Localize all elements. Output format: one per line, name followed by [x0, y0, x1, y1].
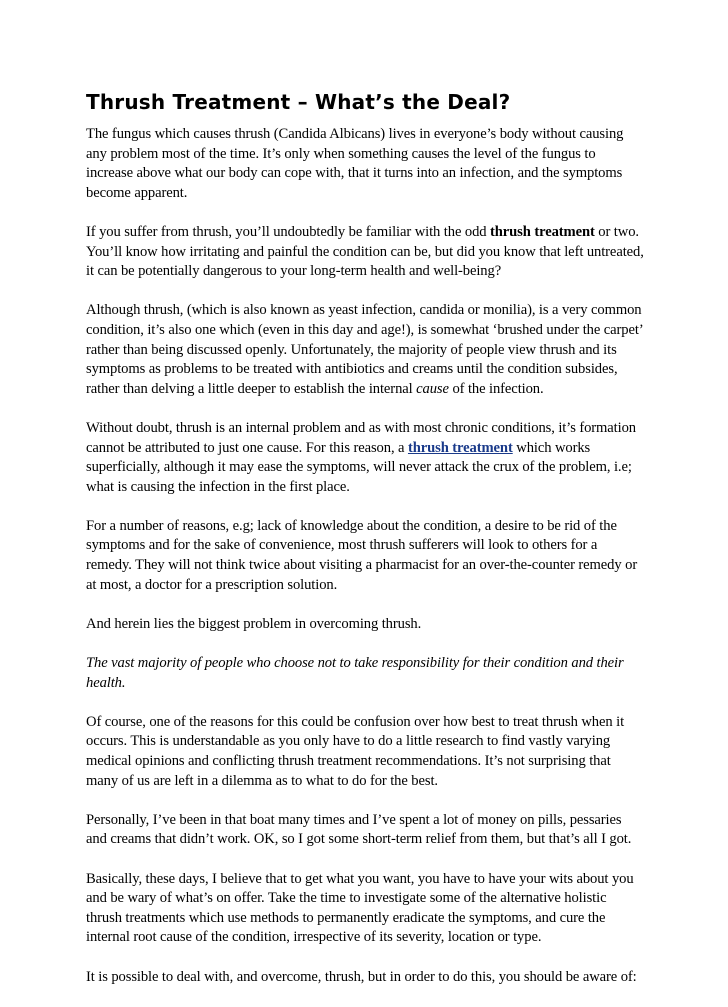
text-segment: cannot be attributed to just one cause. For this reason, a [86, 439, 408, 456]
paragraph-2 [86, 223, 646, 282]
text-line: internal root cause of the condition, irrespective of its severity, location or type. [86, 929, 542, 946]
text-line: any problem most of the time. It’s only when something causes the level of the fungus to [86, 145, 596, 162]
text-line: increase above what our body can cope with, that it turns into an infection, and the symptoms [86, 165, 623, 182]
page-title: Thrush Treatment – What’s the Deal? [86, 90, 511, 114]
text-line [86, 380, 646, 400]
text-line: The vast majority of people who choose not to take responsibility for their condition and their [86, 655, 624, 672]
text-line: It is possible to deal with, and overcome, thrush, but in order to do this, you should be aware of: [86, 968, 637, 985]
text-segment: or two. [594, 223, 639, 240]
paragraph-9 [86, 811, 646, 850]
text-line: symptoms and for the sake of convenience, most thrush sufferers will look to others for a [86, 537, 598, 554]
italic-word: cause [416, 380, 449, 397]
paragraph-1 [86, 125, 646, 203]
text-line: For a number of reasons, e.g; lack of knowledge about the condition, a desire to be rid of the [86, 517, 617, 534]
thrush-treatment-link[interactable]: thrush treatment [407, 439, 513, 456]
text-line: what is causing the infection in the first place. [86, 478, 350, 495]
text-line: become apparent. [86, 184, 188, 201]
text-segment: which works [512, 439, 591, 456]
text-line: health. [86, 674, 126, 691]
text-line: medical opinions and conflicting thrush treatment recommendations. It’s not surprising that [86, 753, 611, 769]
text-line: at most, a doctor for a prescription solution. [86, 576, 338, 593]
text-line: And herein lies the biggest problem in overcoming thrush. [86, 615, 422, 632]
paragraph-8 [86, 713, 646, 791]
text-line: Of course, one of the reasons for this could be confusion over how best to treat thrush when it [86, 713, 625, 730]
text-segment: If you suffer from thrush, you’ll undoubtedly be familiar with the odd [86, 223, 491, 240]
text-line [86, 439, 646, 459]
text-line: Without doubt, thrush is an internal problem and as with most chronic conditions, it’s formation [86, 419, 636, 436]
text-line: The fungus which causes thrush (Candida Albicans) lives in everyone’s body without causing [86, 126, 624, 142]
text-segment: of the infection. [448, 380, 544, 397]
text-line: Personally, I’ve been in that boat many times and I’ve spent a lot of money on pills, pessaries [86, 811, 622, 828]
paragraph-6 [86, 615, 646, 635]
bold-keyword: thrush treatment [490, 223, 595, 240]
text-line: and be wary of what’s on offer. Take the time to investigate some of the alternative holistic [86, 890, 607, 907]
paragraph-10 [86, 870, 646, 948]
text-line: it can be potentially dangerous to your long-term health and well-being? [86, 263, 502, 280]
text-line: occurs. This is understandable as you only have to do a little research to find vastly varying [86, 733, 611, 750]
text-line: many of us are left in a dilemma as to what to do for the best. [86, 772, 438, 789]
text-line: condition, it’s also one which (even in this day and age!), is somewhat ‘brushed under the carpet’ [86, 321, 644, 338]
text-line: Although thrush, (which is also known as yeast infection, candida or monilia), is a very common [86, 302, 642, 319]
text-line [86, 223, 646, 243]
text-line: Basically, these days, I believe that to get what you want, you have to have your wits about you [86, 870, 634, 887]
paragraph-7-italic [86, 654, 646, 693]
text-line: rather than being discussed openly. Unfortunately, the majority of people view thrush and its [86, 341, 617, 358]
paragraph-3 [86, 301, 646, 399]
paragraph-11 [86, 968, 646, 988]
text-line: thrush treatments which use methods to permanently eradicate the symptoms, and cure the [86, 909, 606, 926]
paragraph-4 [86, 419, 646, 497]
text-line: remedy. They will not think twice about visiting a pharmacist for an over-the-counter remedy or [86, 557, 638, 574]
text-line: You’ll know how irritating and painful the condition can be, but did you know that left untreated, [86, 243, 644, 260]
paragraph-5 [86, 517, 646, 595]
text-line: and creams that didn’t work. OK, so I got some short-term relief from them, but that’s all I got. [86, 831, 632, 848]
text-line: symptoms as problems to be treated with antibiotics and creams until the condition subsides, [86, 361, 618, 378]
document-page [86, 89, 646, 1007]
text-segment: rather than delving a little deeper to establish the internal [86, 380, 417, 397]
text-line: superficially, although it may ease the symptoms, will never attack the crux of the problem, i.e; [86, 459, 632, 476]
